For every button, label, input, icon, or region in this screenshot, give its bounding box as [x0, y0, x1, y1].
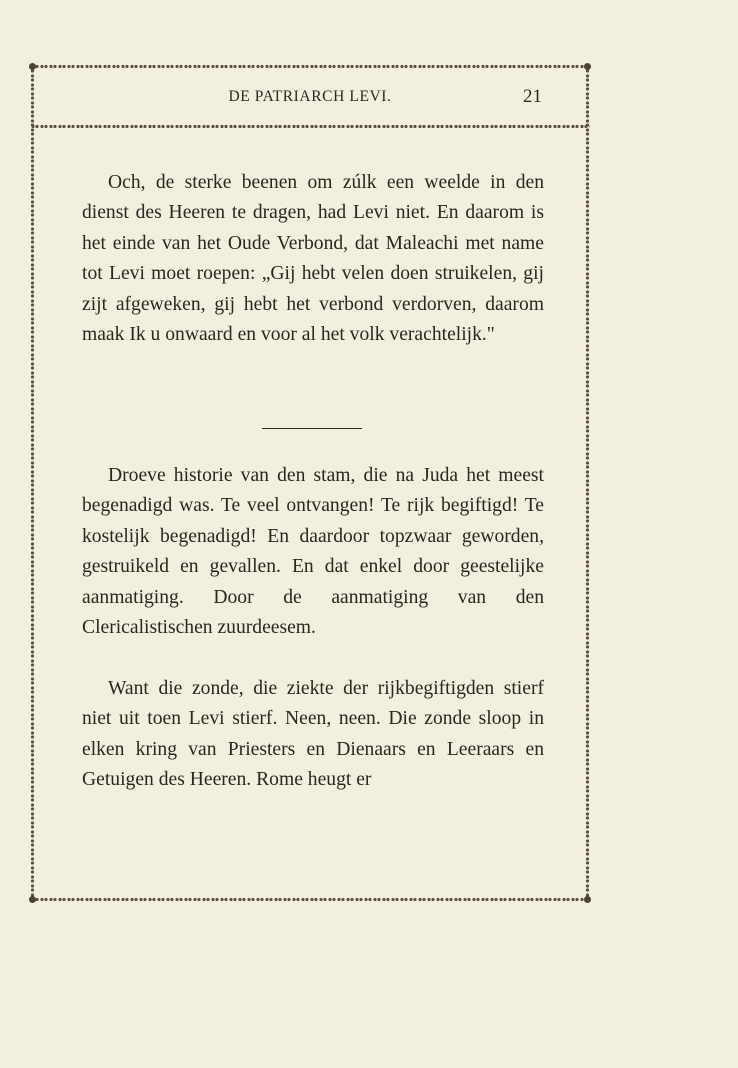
- body-text-section-2: [82, 461, 544, 643]
- corner-ornament-top-right: [584, 63, 591, 70]
- corner-ornament-top-left: [29, 63, 36, 70]
- paragraph-2: Droeve historie van den stam, die na Juda het meest begenadigd was. Te veel ontvangen! Te rijk begiftigd! Te kostelijk begenadigd! En daardoor topzwaar geworden, gestruikeld en gevallen. En dat enkel door geestelijke aanmatiging. Door de aanmatiging van den Clericalistischen zuurdeesem.: [82, 465, 544, 639]
- section-divider: [262, 428, 362, 429]
- paragraph-3: Want die zonde, die ziekte der rijkbegiftigden stierf niet uit toen Levi stierf. Neen, neen. Die zonde sloop in elken kring van Priesters en Dienaars en Leeraars en Getuigen des Heeren. Rome heugt er: [82, 678, 544, 791]
- header-rule-ornament: [30, 124, 590, 129]
- body-text-section-1: [82, 168, 544, 350]
- border-right-ornament: [585, 64, 590, 902]
- corner-ornament-bottom-right: [584, 896, 591, 903]
- border-bottom-ornament: [30, 897, 590, 902]
- corner-ornament-bottom-left: [29, 896, 36, 903]
- running-header: [30, 86, 590, 112]
- border-left-ornament: [30, 64, 35, 902]
- border-top-ornament: [30, 64, 590, 69]
- chapter-title: DE PATRIARCH LEVI.: [228, 88, 392, 105]
- paragraph-1: Och, de sterke beenen om zúlk een weelde in den dienst des Heeren te dragen, had Levi niet. En daarom is het einde van het Oude Verbond, dat Maleachi met name tot Levi moet roepen: „Gij hebt velen doen struikelen, gij zijt afgeweken, gij hebt het verbond verdorven, daarom maak Ik u onwaard en voor al het volk verachtelijk.": [82, 172, 544, 346]
- body-text-section-3: [82, 674, 544, 796]
- page-number: 21: [523, 86, 542, 107]
